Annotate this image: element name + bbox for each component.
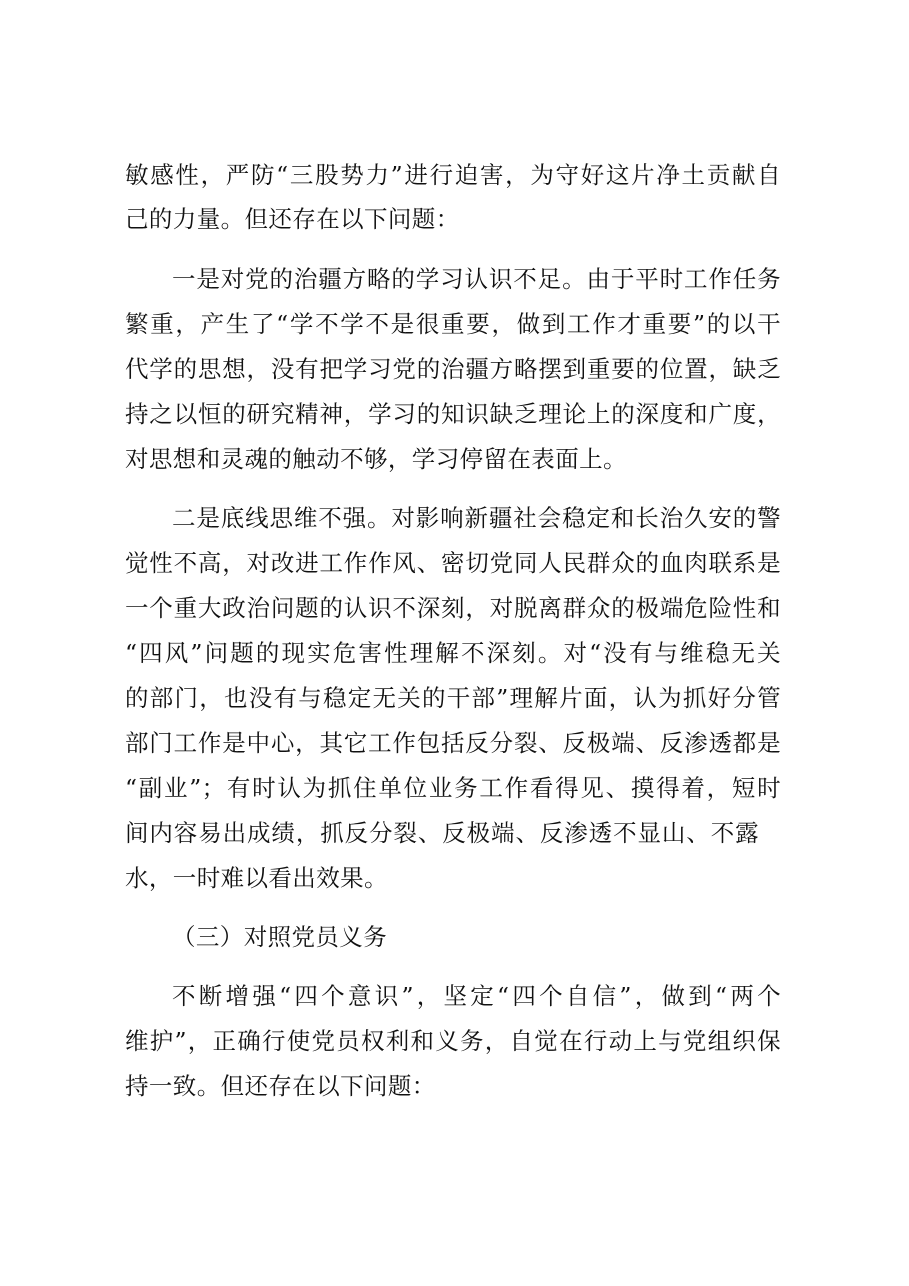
text-line-content: 部门工作是中心，其它工作包括反分裂、反极端、反渗透都是	[125, 729, 781, 757]
text-line-content: “四风”问题的现实危害性理解不深刻。对“没有与维稳无关	[125, 639, 781, 667]
section-heading-text: （三）对照党员义务	[172, 923, 388, 951]
text-line-content: 二是底线思维不强。对影响新疆社会稳定和长治久安的警	[172, 504, 781, 532]
text-line	[125, 444, 627, 474]
text-line	[125, 818, 759, 848]
text-line	[125, 309, 781, 339]
text-line-content: 间内容易出成绩，抓反分裂、反极端、反渗透不显山、不露	[125, 819, 759, 847]
text-line	[125, 548, 781, 578]
text-line-content: 己的力量。但还存在以下问题：	[125, 205, 460, 233]
text-line	[125, 683, 781, 713]
text-line-content: 维护”，正确行使党员权利和义务，自觉在行动上与党组织保	[125, 1027, 781, 1055]
text-line	[125, 773, 781, 803]
text-line	[125, 728, 781, 758]
text-line-content: 持之以恒的研究精神，学习的知识缺乏理论上的深度和广度，	[125, 400, 781, 428]
text-line-content: 觉性不高，对改进工作作风、密切党同人民群众的血肉联系是	[125, 549, 781, 577]
text-line	[125, 204, 460, 234]
text-line-content: 一个重大政治问题的认识不深刻，对脱离群众的极端危险性和	[125, 594, 781, 622]
text-line	[0, 160, 909, 190]
text-line-content: “副业”；有时认为抓住单位业务工作看得见、摸得着，短时	[125, 774, 781, 802]
text-line	[125, 399, 781, 429]
text-line	[172, 981, 781, 1011]
text-line	[125, 593, 781, 623]
text-line	[125, 354, 781, 384]
text-line	[172, 503, 781, 533]
text-line	[125, 863, 388, 893]
section-heading	[172, 922, 387, 952]
text-line-content: 水，一时难以看出效果。	[125, 864, 388, 892]
text-line	[172, 264, 781, 294]
text-line-content: 不断增强“四个意识”，坚定“四个自信”，做到“两个	[172, 982, 781, 1010]
text-line-content: 持一致。但还存在以下问题：	[125, 1072, 436, 1100]
text-line	[125, 638, 781, 668]
text-line-content: 繁重，产生了“学不学不是很重要，做到工作才重要”的以干	[125, 310, 781, 338]
text-line	[125, 1071, 436, 1101]
text-line-content: 一是对党的治疆方略的学习认识不足。由于平时工作任务	[172, 265, 781, 293]
text-line-content: 对思想和灵魂的触动不够，学习停留在表面上。	[125, 445, 627, 473]
text-line-content: 敏感性，严防“三股势力”进行迫害，为守好这片净土贡献自	[125, 161, 781, 189]
text-line-content: 代学的思想，没有把学习党的治疆方略摆到重要的位置，缺乏	[125, 355, 781, 383]
text-line-content: 的部门，也没有与稳定无关的干部”理解片面，认为抓好分管	[125, 684, 781, 712]
text-line	[125, 1026, 781, 1056]
